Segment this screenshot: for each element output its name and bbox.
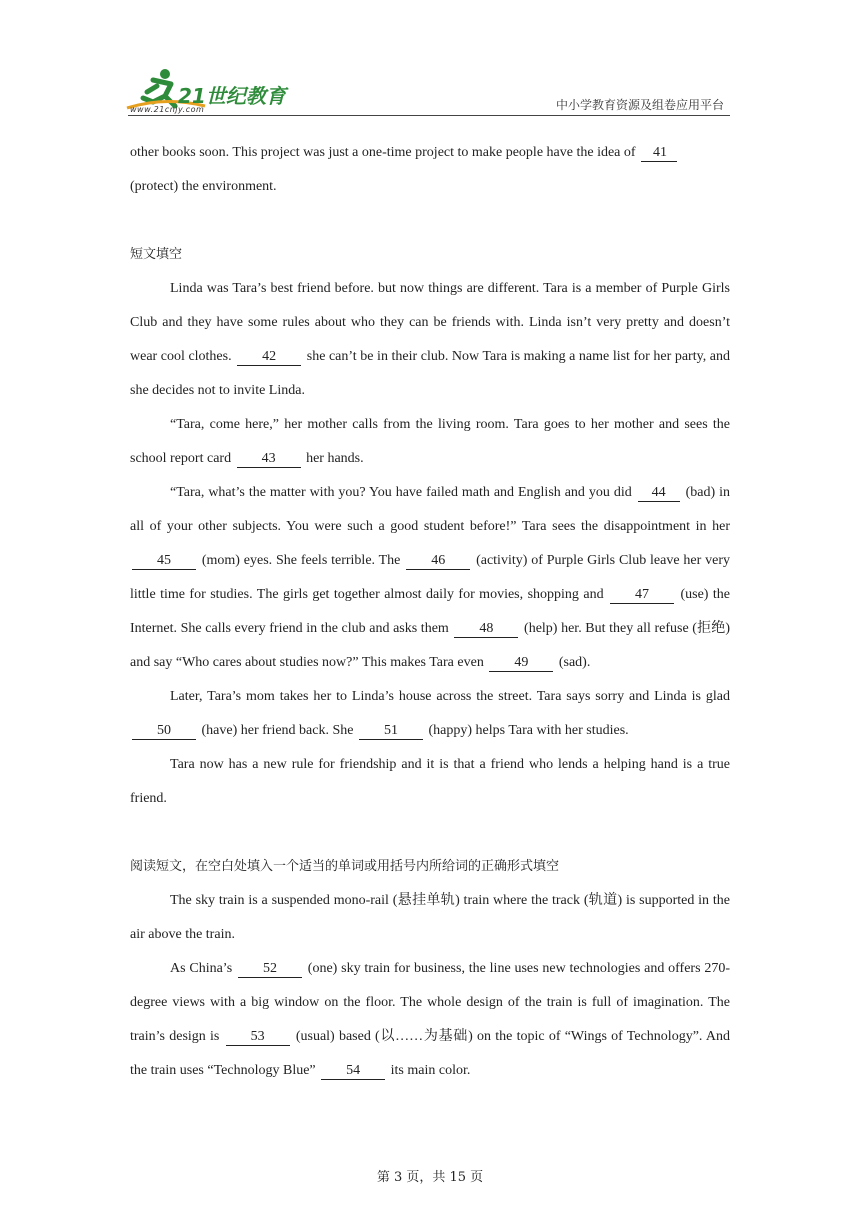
blank-47: 47 [610,587,674,604]
blank-46: 46 [406,553,470,570]
paragraph: Linda was Tara’s best friend before. but now things are different. Tara is a member of Purple Girls Club and they have some rules about who they can be friends with. Linda isn’t very pretty and doesn’t wear cool clothes. 42 she can’t be in their club. Now Tara is making a name list for her party, and she decides not to invite Linda. [130,281,730,398]
blank-44: 44 [638,485,680,502]
blank-53: 53 [226,1029,290,1046]
page-header [0,0,860,120]
section-title-short-passage: 短文填空 [130,247,183,262]
blank-50: 50 [132,723,196,740]
paragraph: “Tara, come here,” her mother calls from the living room. Tara goes to her mother and sees the school report card 43 her hands. [130,417,730,466]
logo-text: 21世纪教育 [178,84,286,108]
platform-name: 中小学教育资源及组卷应用平台 [555,98,724,112]
blank-43: 43 [237,451,301,468]
paragraph: Tara now has a new rule for friendship and it is that a friend who lends a helping hand is a true friend. [130,757,730,806]
blank-48: 48 [454,621,518,638]
header-divider [128,115,730,116]
blank-42: 42 [237,349,301,366]
paragraph: Later, Tara’s mom takes her to Linda’s house across the street. Tara says sorry and Linda is glad 50 (have) her friend back. She 51 (happy) helps Tara with her studies. [130,680,730,748]
document-body [130,136,730,1088]
blank-54: 54 [321,1063,385,1080]
blank-41: 41 [641,145,677,162]
paragraph: As China’s 52 (one) sky train for business, the line uses new technologies and offers 270-degree views with a big window on the floor. The whole design of the train is full of imagination. The train’s design is 53 (usual) based (以……为基础) on the topic of “Wings of Technology”. And the train uses “Technology Blue” 54 its main color. [130,961,730,1078]
section-title-reading: 阅读短文，在空白处填入一个适当的单词或用括号内所给词的正确形式填空 [130,859,560,874]
paragraph: “Tara, what’s the matter with you? You have failed math and English and you did 44 (bad) in all of your other subjects. You were such a good student before!” Tara sees the disappointment in her 45 (mom) eyes. She feels terrible. The 46 (activity) of Purple Girls Club leave her very little time for studies. The girls get together almost daily for movies, shopping and 47 (use) the Internet. She calls every friend in the club and asks them 48 (help) her. But they all refuse (拒绝) and say “Who cares about studies now?” This makes Tara even 49 (sad). [130,485,730,670]
page-number: 第 3 页，共 15 页 [376,1170,484,1185]
blank-52: 52 [238,961,302,978]
paragraph: other books soon. This project was just a one-time project to make people have the idea of 41 (protect) the environment. [130,136,730,204]
paragraph: The sky train is a suspended mono-rail (悬挂单轨) train where the track (轨道) is supported in the air above the train. [130,893,730,942]
blank-49: 49 [489,655,553,672]
logo-url: www.21cnjy.com [130,105,205,114]
blank-45: 45 [132,553,196,570]
blank-51: 51 [359,723,423,740]
